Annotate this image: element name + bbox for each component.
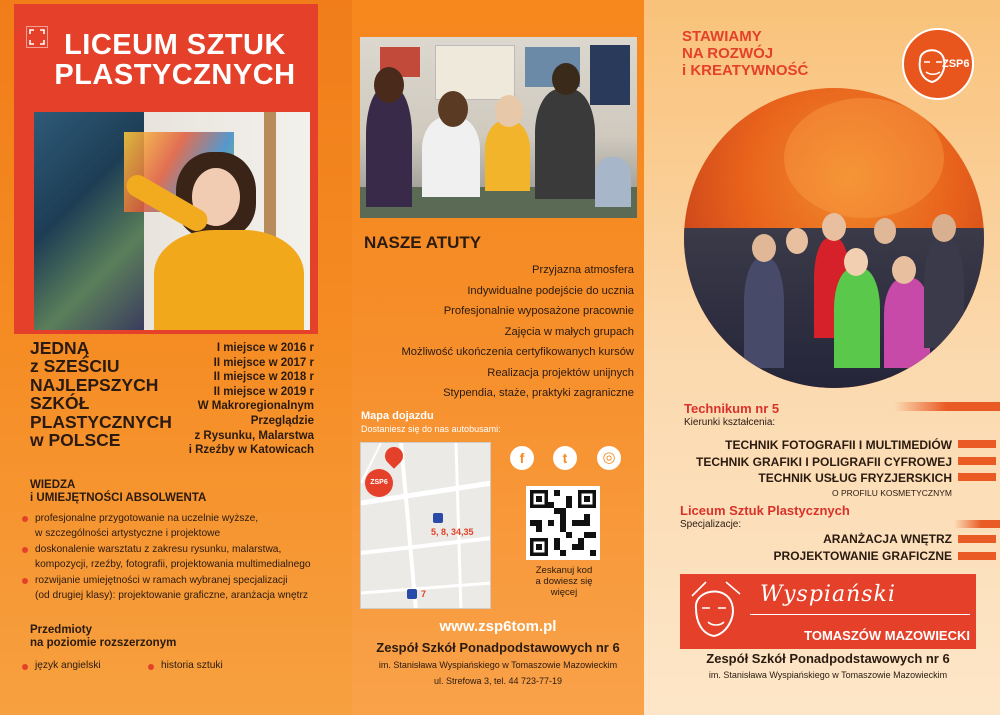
students-group-photo: [684, 88, 984, 388]
knowledge-item: [22, 542, 347, 557]
student-head: [844, 248, 868, 276]
bus-stop-icon: [407, 589, 417, 599]
student-head: [552, 63, 580, 95]
award-line: II miejsce w 2017 r: [213, 356, 314, 369]
slogan: [682, 28, 808, 79]
student-head: [752, 234, 776, 262]
liceum-subtitle: Specjalizacje:: [680, 519, 742, 530]
student-head: [874, 218, 896, 244]
ranking-line: PLASTYCZNYCH: [30, 411, 172, 432]
title-line-1: LICEUM SZTUK: [64, 29, 286, 61]
instagram-icon[interactable]: ◎: [597, 446, 621, 470]
atut-item: Możliwość ukończenia certyfikowanych kursów: [401, 346, 634, 358]
technikum-note: O PROFILU KOSMETYCZNYM: [832, 488, 952, 498]
qr-caption-line: więcej: [550, 587, 578, 598]
slogan-line: i KREATYWNOŚĆ: [682, 62, 809, 79]
knowledge-text: doskonalenie warsztatu z zakresu rysunku, malarstwa,: [35, 543, 282, 555]
item-marker: [958, 552, 996, 560]
map-title: Mapa dojazdu: [361, 410, 434, 422]
knowledge-title-2: i UMIEJĘTNOŚCI ABSOLWENTA: [30, 492, 207, 504]
technikum-subtitle: Kierunki kształcenia:: [684, 417, 776, 428]
student: [924, 238, 964, 348]
award-line: z Rysunku, Malarstwa: [194, 429, 314, 442]
poster: [590, 45, 630, 105]
yellow-sweater: [154, 230, 304, 330]
item-marker: [958, 473, 996, 481]
map-logo: ZSP6: [365, 469, 393, 497]
technikum-item: TECHNIK FOTOGRAFII I MULTIMEDIÓW: [725, 438, 952, 452]
bus-lines-label: 5, 8, 34,35: [431, 527, 474, 537]
knowledge-title-1: WIEDZA: [30, 479, 76, 491]
atut-item: Realizacja projektów unijnych: [487, 366, 634, 379]
student: [535, 89, 595, 199]
panel-kierunki: [644, 0, 1000, 715]
technikum-list: [696, 437, 952, 487]
slogan-line: NA ROZWÓJ: [682, 45, 774, 62]
knowledge-item: [22, 526, 347, 541]
atut-item: Zajęcia w małych grupach: [504, 325, 634, 338]
logo-text: ZSP6: [942, 58, 970, 70]
atut-item: Profesjonalnie wyposażone pracownie: [443, 305, 634, 317]
atuty-title: NASZE ATUTY: [364, 233, 482, 252]
knowledge-item: [22, 511, 347, 526]
knowledge-heading: [30, 479, 206, 505]
student-green: [834, 268, 880, 368]
knowledge-item: [22, 588, 347, 603]
school-logo: [902, 28, 974, 100]
award-line: Przeglądzie: [250, 414, 314, 427]
classroom-photo: [360, 37, 637, 218]
subjects-title-1: Przedmioty: [30, 624, 92, 636]
qr-caption-line: Zeskanuj kod: [535, 565, 593, 576]
banner-divider: [750, 614, 970, 615]
student: [485, 121, 530, 191]
liceum-item: PROJEKTOWANIE GRAFICZNE: [773, 549, 952, 563]
stripe-decoration: [954, 520, 1000, 528]
item-marker: [958, 457, 996, 465]
ranking-line: JEDNĄ: [30, 338, 90, 358]
school-subtitle: im. Stanisława Wyspiańskiego w Tomaszowie Mazowieckim: [378, 660, 618, 670]
knowledge-text: kompozycji, rzeźby, fotografii, projektowania multimedialnego: [35, 559, 311, 571]
map-roads: [361, 443, 491, 609]
slogan-line: STAWIAMY: [682, 28, 762, 45]
facebook-icon[interactable]: f: [510, 446, 534, 470]
bullet-icon: [22, 547, 28, 553]
knowledge-list: [22, 511, 347, 603]
student-head: [932, 214, 956, 242]
banner-city: TOMASZÓW MAZOWIECKI: [804, 628, 970, 643]
portrait-sketch-icon: [686, 578, 744, 646]
student-head: [892, 256, 916, 284]
knowledge-text: profesjonalne przygotowanie na uczelnie wyższe,: [35, 513, 259, 524]
qr-pattern: [530, 490, 596, 556]
bus-line-label: 7: [421, 589, 427, 599]
title-line-2: PLASTYCZNYCH: [54, 59, 296, 91]
student-head: [786, 228, 808, 254]
award-line: I miejsce w 2016 r: [216, 342, 314, 354]
technikum-item: TECHNIK USŁUG FRYZJERSKICH: [758, 471, 952, 485]
item-marker: [958, 440, 996, 448]
student: [744, 258, 784, 368]
subjects-title-2: na poziomie rozszerzonym: [30, 637, 177, 649]
subject-text: historia sztuki: [161, 660, 223, 671]
map-subtitle: Dostaniesz się do nas autobusami:: [361, 424, 501, 434]
qr-caption-line: a dowiesz się: [535, 576, 593, 587]
student-head: [438, 91, 468, 127]
qr-code[interactable]: [526, 486, 600, 560]
signature: Wyspiański: [760, 582, 896, 607]
website-link[interactable]: www.zsp6tom.pl: [439, 618, 557, 635]
school-address: ul. Strefowa 3, tel. 44 723-77-19: [433, 676, 563, 686]
school-name: Zespół Szkół Ponadpodstawowych nr 6: [376, 640, 620, 655]
school-subtitle: im. Stanisława Wyspiańskiego w Tomaszowie Mazowieckim: [708, 670, 948, 680]
knowledge-text: w szczególności artystyczne i projektowe: [35, 528, 221, 540]
wyspianski-banner: [680, 574, 976, 649]
panel-liceum: [0, 0, 352, 715]
student-head: [822, 213, 846, 241]
awards-list: [189, 341, 314, 458]
bus-stop-icon: [433, 513, 443, 523]
subject-item: [22, 660, 101, 671]
knowledge-item: [22, 557, 347, 572]
knowledge-item: [22, 573, 347, 588]
qr-caption: [524, 565, 604, 598]
technikum-title: Technikum nr 5: [684, 401, 780, 416]
map-image[interactable]: [360, 442, 491, 609]
subjects-heading: [30, 624, 176, 650]
atut-item: Przyjazna atmosfera: [532, 264, 634, 276]
item-marker: [958, 535, 996, 543]
stripe-decoration: [894, 402, 1000, 411]
bullet-icon: [22, 578, 28, 584]
liceum-list: [774, 531, 952, 565]
student-head: [374, 67, 404, 103]
ranking-line: w POLSCE: [30, 430, 121, 451]
ranking-text: [30, 339, 172, 449]
knowledge-text: rozwijanie umiejętności w ramach wybranej specjalizacji: [35, 574, 288, 586]
ranking-line: NAJLEPSZYCH: [30, 374, 159, 395]
school-name: Zespół Szkół Ponadpodstawowych nr 6: [706, 651, 950, 666]
subject-text: język angielski: [35, 660, 101, 671]
atut-item: Stypendia, staże, praktyki zagraniczne: [443, 387, 634, 399]
student-head: [495, 95, 523, 127]
subject-item: [148, 660, 223, 671]
technikum-item: TECHNIK GRAFIKI I POLIGRAFII CYFROWEJ: [695, 454, 952, 469]
bullet-icon: [22, 664, 28, 670]
bullet-icon: [22, 516, 28, 522]
award-line: W Makroregionalnym: [197, 400, 314, 413]
award-line: II miejsce w 2019 r: [213, 385, 314, 398]
student: [366, 87, 412, 207]
painting-student-photo: [34, 112, 310, 330]
award-line: II miejsce w 2018 r: [213, 371, 314, 384]
liceum-title: Liceum Sztuk Plastycznych: [680, 503, 850, 518]
award-line: i Rzeźby w Katowicach: [188, 444, 314, 457]
student: [595, 157, 631, 207]
ranking-line: SZKÓŁ: [30, 393, 90, 414]
student: [422, 117, 480, 197]
twitter-icon[interactable]: t: [553, 446, 577, 470]
panel-atuty: [352, 0, 644, 715]
liceum-item: ARANŻACJA WNĘTRZ: [823, 532, 952, 546]
mural-face: [784, 98, 944, 218]
knowledge-text: (od drugiej klasy): projektowanie graficzne, aranżacja wnętrz: [35, 590, 308, 602]
ranking-line: z SZEŚCIU: [30, 356, 120, 377]
bullet-icon: [148, 664, 154, 670]
atuty-list: [354, 260, 634, 404]
atut-item: Indywidualne podejście do ucznia: [467, 284, 634, 297]
page-title: [40, 30, 310, 90]
